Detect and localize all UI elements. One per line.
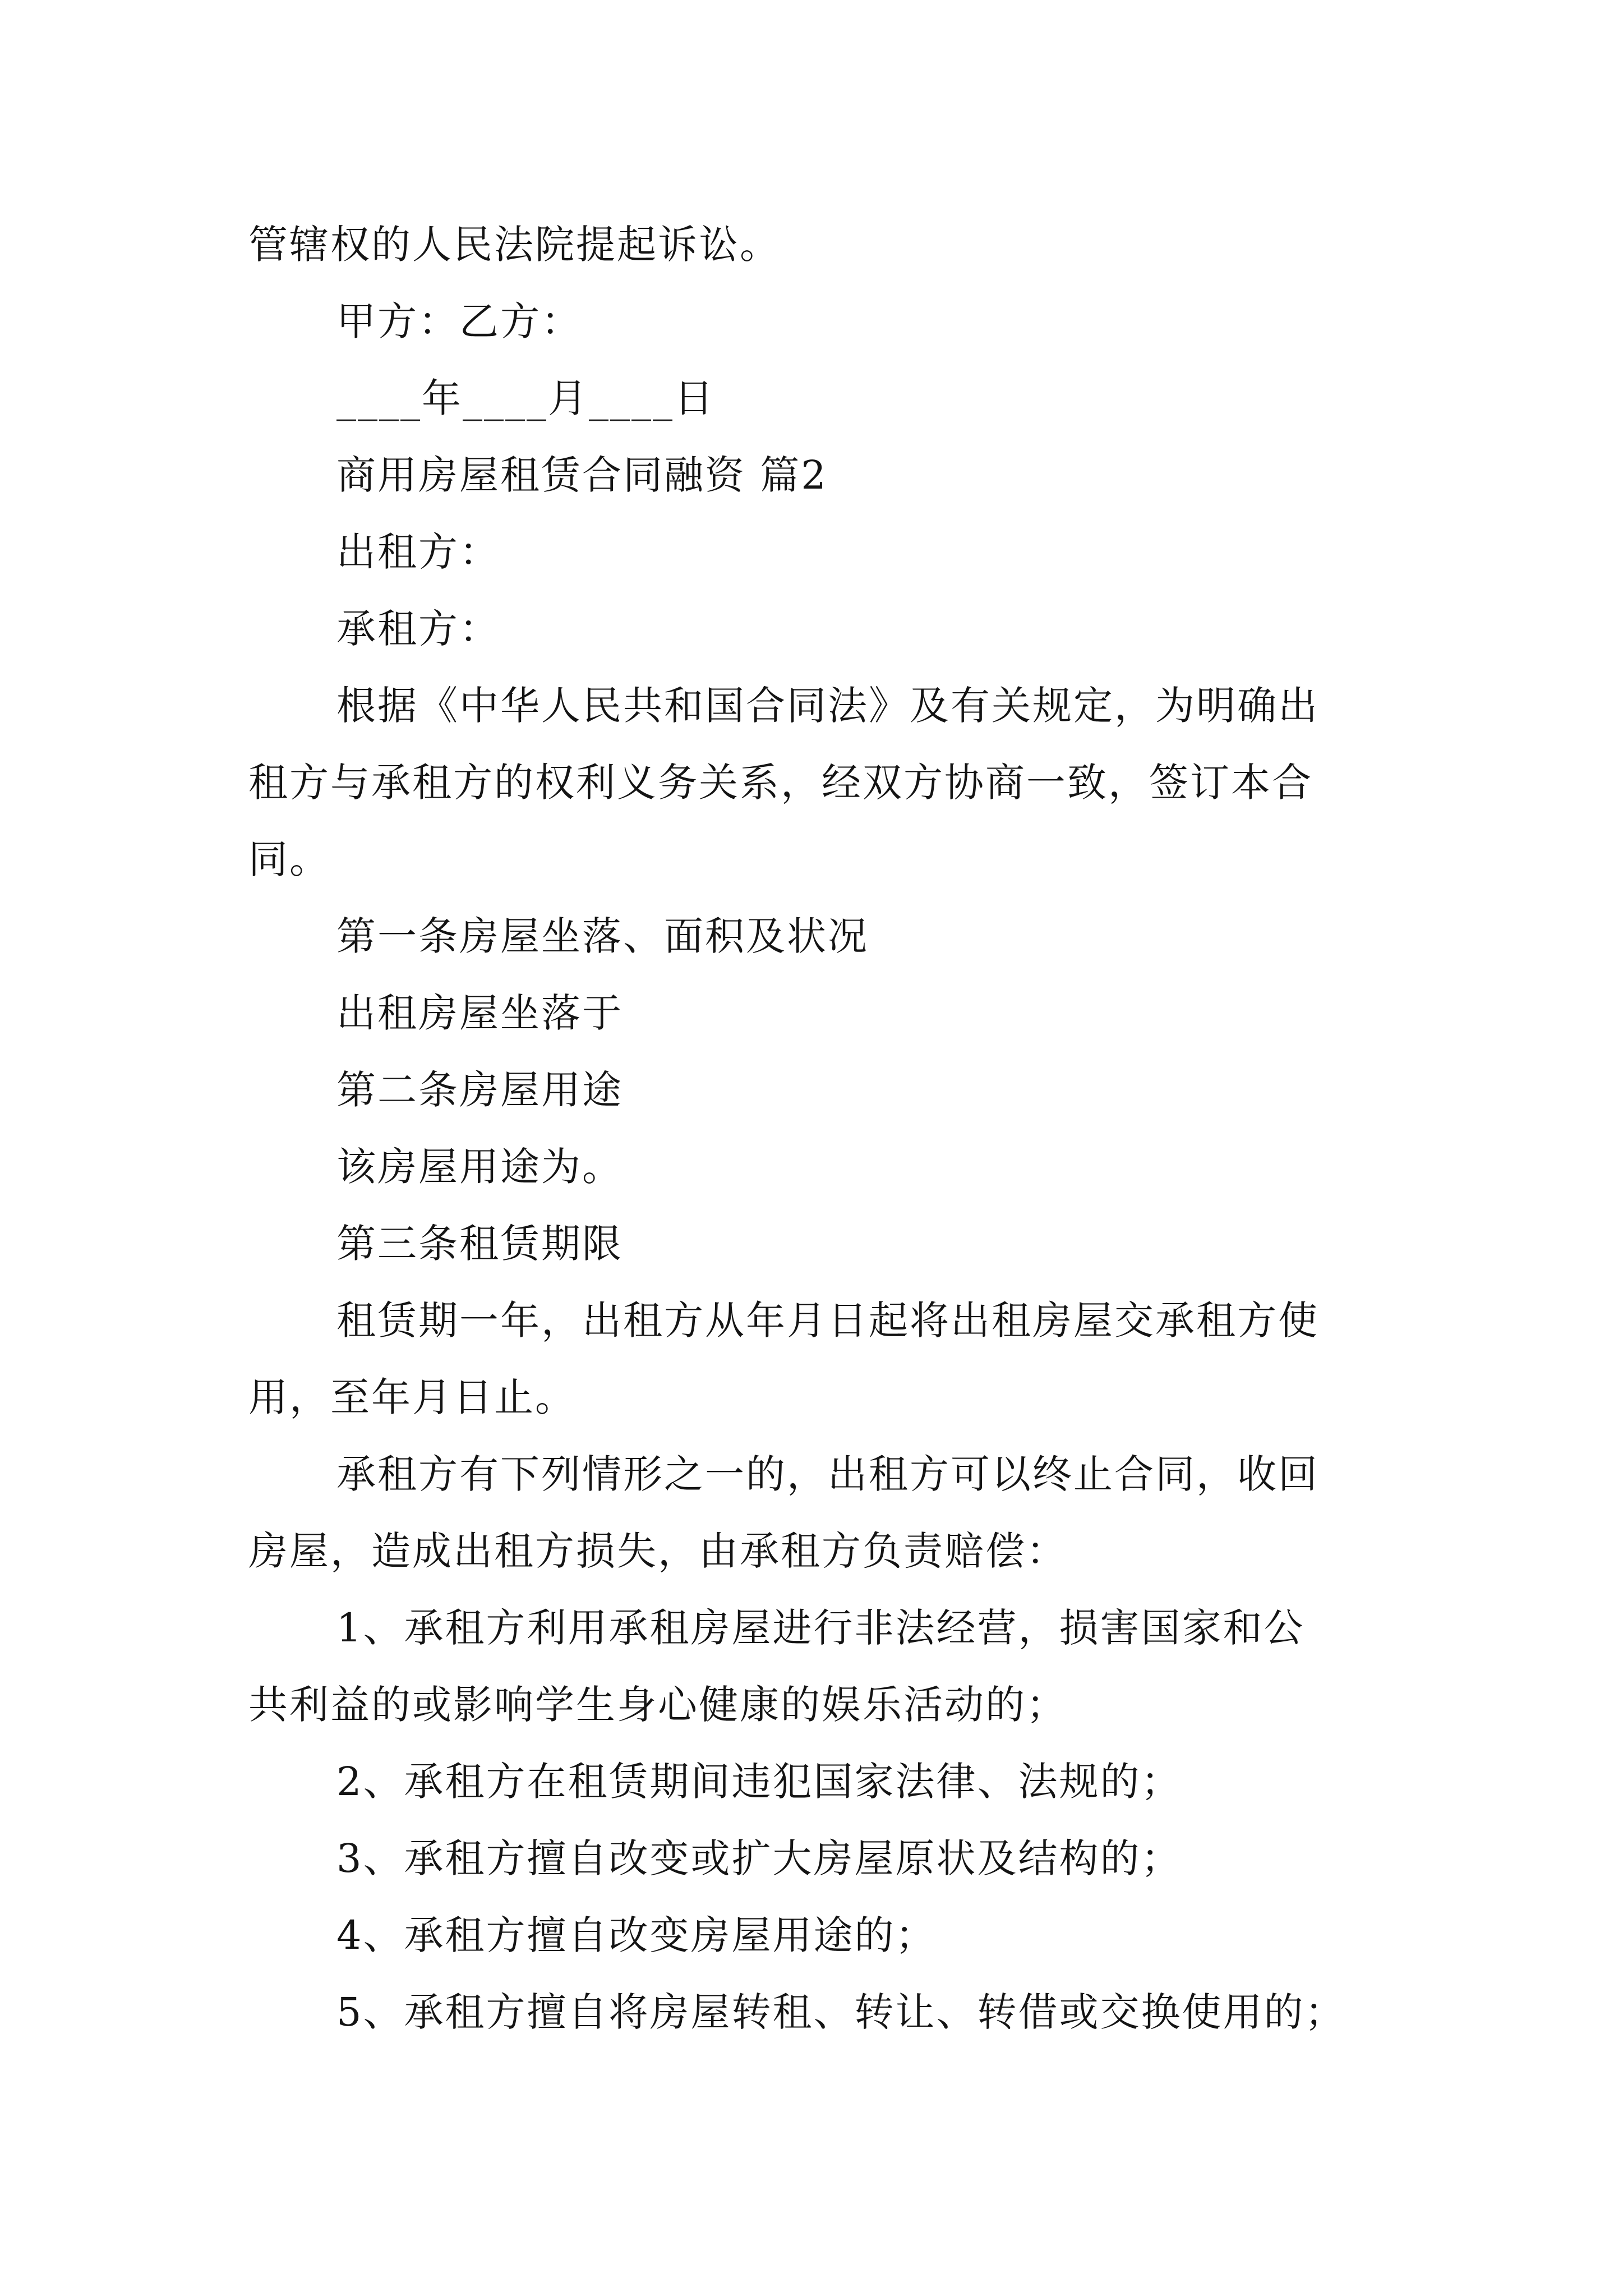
list-item: 1、承租方利用承租房屋进行非法经营，损害国家和公 (336, 1605, 1305, 1651)
article-heading: 第一条房屋坐落、面积及状况 (336, 913, 869, 959)
preamble-line: 同。 (248, 836, 330, 882)
article-text: 房屋，造成出租方损失，由承租方负责赔偿： (248, 1528, 1067, 1574)
signature-parties: 甲方：乙方： (336, 298, 582, 344)
lessee-label: 承租方： (336, 606, 500, 652)
text-line: 管辖权的人民法院提起诉讼。 (248, 222, 781, 268)
document-body (248, 206, 1393, 2051)
list-item: 共利益的或影响学生身心健康的娱乐活动的； (248, 1682, 1067, 1728)
list-item: 5、承租方擅自将房屋转租、转让、转借或交换使用的； (336, 1989, 1346, 2035)
section-title: 商用房屋租赁合同融资 篇2 (336, 452, 828, 498)
date-line: ____年____月____日 (336, 375, 715, 421)
article-text: 该房屋用途为。 (336, 1144, 623, 1190)
list-item: 4、承租方擅自改变房屋用途的； (336, 1912, 937, 1958)
article-text: 租赁期一年，出租方从年月日起将出租房屋交承租方使 (336, 1297, 1319, 1343)
list-item: 3、承租方擅自改变或扩大房屋原状及结构的； (336, 1835, 1182, 1881)
article-heading: 第三条租赁期限 (336, 1221, 623, 1267)
list-item: 2、承租方在租赁期间违犯国家法律、法规的； (336, 1759, 1182, 1805)
article-heading: 第二条房屋用途 (336, 1067, 623, 1113)
article-text: 用，至年月日止。 (248, 1374, 576, 1420)
preamble-line: 租方与承租方的权利义务关系，经双方协商一致，签订本合 (248, 760, 1313, 806)
article-text: 承租方有下列情形之一的，出租方可以终止合同，收回 (336, 1451, 1319, 1497)
preamble-line: 根据《中华人民共和国合同法》及有关规定，为明确出 (336, 683, 1319, 729)
article-text: 出租房屋坐落于 (336, 990, 623, 1036)
lessor-label: 出租方： (336, 529, 500, 575)
